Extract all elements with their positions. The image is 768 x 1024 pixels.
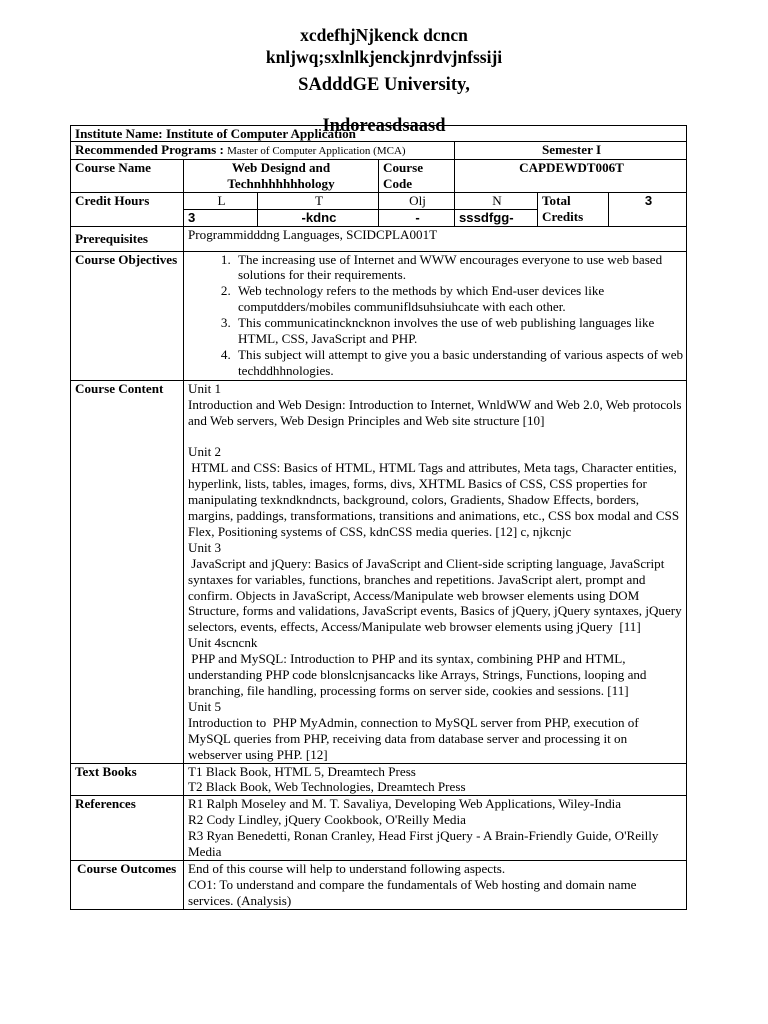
spacer [188,429,684,445]
credit-value-n: sssdfgg- [455,209,538,226]
credit-header-olj: Olj [379,192,455,209]
unit-title: Unit 2 [188,444,222,460]
course-code-value: CAPDEWDT006T [455,160,687,193]
course-name-label: Course Name [71,160,184,193]
objective-item: 4. This subject will attempt to give you a basic understanding of various aspects of web techddhhnologies. [234,347,684,379]
university-name: SAdddGE University, [298,75,470,95]
outcome-item: End of this course will help to understand following aspects. [188,860,506,876]
university-city: Indoreasdsaasd [322,115,446,136]
reference-item: R1 Ralph Moseley and M. T. Savaliya, Developing Web Applications, Wiley-India [188,796,622,812]
header-line-1: xcdefhjNjkenck dcncn [300,25,468,45]
unit-title: Unit 4scncnk [188,635,258,651]
reference-item: R3 Ryan Benedetti, Ronan Cranley, Head First jQuery - A Brain-Friendly Guide, O'Reilly Media [188,828,659,860]
objectives-row [71,251,687,380]
unit-text: JavaScript and jQuery: Basics of JavaScript and Client-side scripting language, JavaScript syntaxes for variables, functions, branches and repetitions. JavaScript alert, prompt and confirm. Objects in JavaScript, Access/Manipulate web browser elements using DOM Structure, forms and validations, JavaScript events, Basics of jQuery, jQuery syntaxes, jQuery selectors, events, effects, Access/Manipulate web browser elements using jQuery [11] [188,555,685,635]
objective-item: 3. This communicatinckncknon involves the use of web publishing languages like HTML, CSS, JavaScript and PHP. [234,315,684,347]
credit-header-l: L [184,192,258,209]
programs-label: Recommended Programs : [75,142,224,157]
textbooks-row [71,763,687,796]
content-row [71,380,687,763]
unit-title: Unit 3 [188,539,222,555]
credit-value-t: -kdnc [258,209,379,226]
credit-hours-label: Credit Hours [71,192,184,226]
references-row [71,796,687,861]
prerequisites-label: Prerequisites [71,226,184,251]
textbook-item: T1 Black Book, HTML 5, Dreamtech Press [188,763,416,779]
unit-title: Unit 1 [188,380,222,396]
objective-item: 1. The increasing use of Internet and WWW encourages everyone to use web based solutions for their requirements. [234,252,684,284]
course-code-label: Course Code [379,160,455,193]
total-credits-value: 3 [609,192,687,226]
programs-value: Master of Computer Application (MCA) [227,145,406,157]
prerequisites-row [71,226,687,251]
textbook-item: T2 Black Book, Web Technologies, Dreamtech Press [188,779,466,795]
content-label: Course Content [71,380,184,763]
textbooks-label: Text Books [71,763,184,796]
semester-cell: Semester I [455,142,687,160]
institute-row [71,126,687,142]
unit-text: PHP and MySQL: Introduction to PHP and its syntax, combining PHP and HTML, understanding PHP code blonslcnjsancacks like Arrays, Strings, Functions, looping and branching, file handling, processing forms on server side, cookies and sessions. [11] [188,651,650,698]
credit-header-row [71,192,687,209]
course-name-value: Web Designd and Technhhhhhhology [184,160,379,193]
reference-item: R2 Cody Lindley, jQuery Cookbook, O'Reilly Media [188,812,466,828]
unit-text: Introduction and Web Design: Introduction to Internet, WnldWW and Web 2.0, Web protocols and Web servers, Web Design Principles and Web site structure [10] [188,396,682,428]
objectives-label: Course Objectives [71,251,184,380]
prerequisites-value: Programmidddng Languages, SCIDCPLA001T [184,226,687,251]
header-line-2: knljwq;sxlnlkjenckjnrdvjnfssiji [265,47,503,67]
credit-header-t: T [258,192,379,209]
objective-item: 2. Web technology refers to the methods by which End-user devices like computdders/mobiles communifldsuhsiuhcate with each other. [234,283,684,315]
unit-text: HTML and CSS: Basics of HTML, HTML Tags and attributes, Meta tags, Character entities, hyperlink, lists, tables, images, forms, divs, XHTML Basics of CSS, CSS properties for manipulating texkndkndncts, background, colors, Gradients, Shadow Effects, borders, margins, paddings, transformations, transitions and animations, etc., CSS box modal and CSS Flex, Positioning systems of CSS, kdnCSS media queries. [12] c, njkcnjc [188,460,683,539]
outcomes-row [71,860,687,909]
outcomes-label: Course Outcomes [71,860,184,909]
institute-label: Institute Name: [75,126,163,141]
course-syllabus-table [70,125,687,910]
credit-value-olj: - [379,209,455,226]
total-credits-label: Total Credits [538,192,609,226]
references-label: References [71,796,184,861]
institute-value: Institute of Computer Application [165,126,356,141]
programs-row [71,142,687,160]
unit-text: Introduction to PHP MyAdmin, connection to MySQL server from PHP, execution of MySQL queries from PHP, receiving data from database server and processing it on webserver using PHP. [12] [188,714,642,762]
objectives-list [188,252,684,379]
unit-title: Unit 5 [188,698,222,714]
credit-header-n: N [455,192,538,209]
course-name-row [71,160,687,193]
document-header [0,24,768,137]
outcome-item: CO1: To understand and compare the fundamentals of Web hosting and domain name services. (Analysis) [188,876,637,908]
credit-value-l: 3 [184,209,258,226]
